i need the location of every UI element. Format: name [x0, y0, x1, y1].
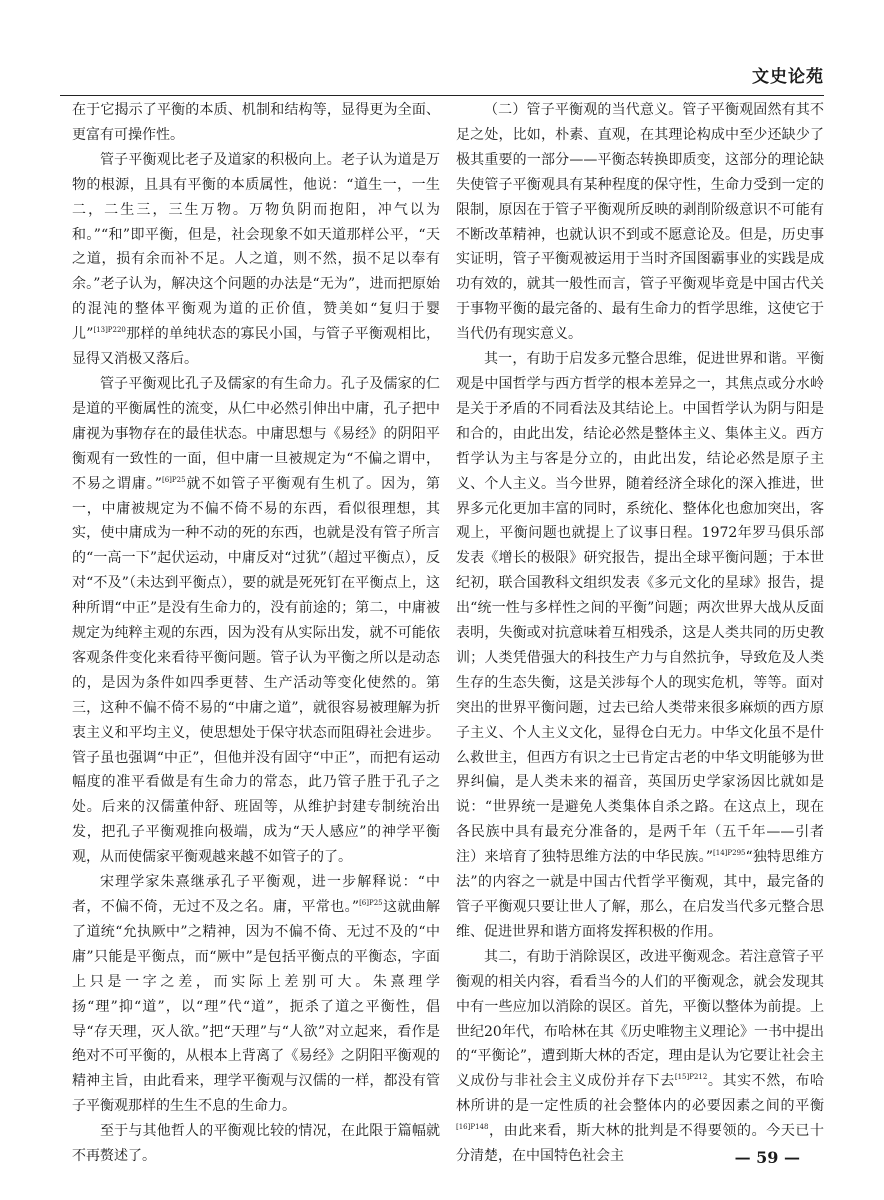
paragraph-text: 宋理学家朱熹继承孔子平衡观，进一步解释说：“中者，不偏不倚，无过不及之名。庸，平常也。” [72, 874, 440, 915]
body-paragraph [456, 945, 824, 1169]
citation-superscript: [14]P295 [713, 849, 746, 858]
paragraph-text: 其二，有助于消除误区，改进平衡观念。若注意管子平衡观的相关内容，看看当今的人们的平衡观念，就会发现其中有一些应加以消除的误区。首先，平衡以整体为前提。上世纪20年代，布哈林在其《历史唯物主义理论》一书中提出的“平衡论”，遭到斯大林的否定，理由是认为它要让社会主义成份与非社会主义成份并存下去 [456, 948, 824, 1090]
header-rule [60, 95, 824, 96]
paragraph-text: 。其实不然，布哈林所讲的是一定性质的社会整体内的必要因素之间的平衡 [456, 1073, 825, 1115]
paragraph-text: 这就曲解了道统“允执厥中”之精神，因为不偏不倚、无过不及的“中庸”只能是平衡点，而“厥中”是包括平衡点的平衡态，字面上只是一字之差，而实际上差别可大。朱熹理学扬“理”抑“道”，以“理”代“道”，扼杀了道之平衡性，倡导“存天理，灭人欲。”把“天理”与“人欲”对立起来，看作是绝对不可平衡的，从根本上背离了《易经》之阴阳平衡观的精神主旨，由此看来，理学平衡观与汉儒的一样，都没有管子平衡观那样的生生不息的生命力。 [72, 899, 441, 1115]
paragraph-text: 在于它揭示了平衡的本质、机制和结构等，显得更为全面、更富有可操作性。 [72, 102, 440, 143]
body-paragraph [456, 98, 824, 347]
body-paragraph [72, 98, 440, 148]
body-paragraph [72, 1119, 440, 1169]
paragraph-text: 管子平衡观比孔子及儒家的有生命力。孔子及儒家的仁是道的平衡属性的流变，从仁中必然引伸出中庸，孔子把中庸视为事物存在的最佳状态。中庸思想与《易经》的阴阳平衡观有一致性的一面，但中庸一旦被规定为“不偏之谓中，不易之谓庸。” [72, 375, 440, 492]
citation-superscript: [16]P148 [456, 1123, 489, 1132]
section-title: 文史论苑 [752, 67, 824, 87]
paragraph-text: 就不如管子平衡观有生机了。因为，第一，中庸被规定为不偏不倚不易的东西，看似很理想，其实，使中庸成为一种不动的死的东西，也就是没有管子所言的“一高一下”起伏运动，中庸反对“过犹”（超过平衡点），反对“不及”（未达到平衡点），要的就是死死钉在平衡点上，这种所谓“中正”是没有生命力的，没有前途的；第二，中庸被规定为纯粹主观的东西，因为没有从实际出发，就不可能依客观条件变化来看待平衡问题。管子认为平衡之所以是动态的，是因为条件如四季更替、生产活动等变化使然的。第三，这种不偏不倚不易的“中庸之道”，就很容易被理解为折衷主义和平均主义，使思想处于保守状态而阻碍社会进步。管子虽也强调“中正”，但他并没有固守“中正”，而把有运动幅度的准平看做是有生命力的常态，此乃管子胜于孔子之处。后来的汉儒董仲舒、班固等，从维护封建专制统治出发，把孔子平衡观推向极端，成为“天人感应”的神学平衡观，从而使儒家平衡观越来越不如管子的了。 [72, 475, 440, 866]
body-paragraph [72, 372, 440, 870]
body-paragraph [456, 347, 824, 945]
paragraph-text: 至于与其他哲人的平衡观比较的情况，在此限于篇幅就不再赘述了。 [72, 1123, 440, 1165]
page-header [60, 60, 824, 96]
paragraph-text: 其一，有助于启发多元整合思维，促进世界和谐。平衡观是中国哲学与西方哲学的根本差异之一，其焦点或分水岭是关于矛盾的不同看法及其结论上。中国哲学认为阴与阳是和合的，由此出发，结论必然是整体主义、集体主义。西方哲学认为主与客是分立的，由此出发，结论必然是原子主义、个人主义。当今世界，随着经济全球化的深入推进，世界多元化更加丰富的同时，系统化、整体化也愈加突出，客观上，平衡问题也就提上了议事日程。1972年罗马俱乐部发表《增长的极限》研究报告，提出全球平衡问题；于本世纪初，联合国教科文组织发表《多元文化的星球》报告，提出“统一性与多样性之间的平衡”问题；两次世界大战从反面表明，失衡或对抗意味着互相残杀，这是人类共同的历史教训；人类凭借强大的科技生产力与自然抗争，导致危及人类生存的生态失衡，这是关涉每个人的现实危机，等等。面对突出的世界平衡问题，过去已给人类带来很多麻烦的西方原子主义、个人主义文化，显得仓白无力。中华文化虽不是什么救世主，但西方有识之士已肯定古老的中华文明能够为世界纠偏，是人类未来的福音，英国历史学家汤因比就如是说：“世界统一是避免人类集体自杀之路。在这点上，现在各民族中具有最充分准备的，是两千年（五千年——引者注）来培育了独特思维方法的中华民族。” [456, 351, 824, 866]
paragraph-text: 那样的单纯状态的寡民小国，与管子平衡观相比，显得又消极又落后。 [72, 326, 440, 368]
paragraph-text: “独特思维方法”的内容之一就是中国古代哲学平衡观，其中，最完备的管子平衡观只要让世人了解，那么，在启发当代多元整合思维、促进世界和谐方面将发挥积极的作用。 [456, 849, 824, 940]
citation-superscript: [6]P25 [161, 475, 186, 484]
page-number: — 59 — [734, 1148, 800, 1167]
paragraph-text: （二）管子平衡观的当代意义。管子平衡观固然有其不足之处，比如，朴素、直观，在其理论构成中至少还缺少了极其重要的一部分——平衡态转换即质变，这部分的理论缺失使管子平衡观具有某种程度的保守性，生命力受到一定的限制，原因在于管子平衡观所反映的剥削阶级意识不可能有不断改革精神，也就认识不到或不愿意论及。但是，历史事实证明，管子平衡观被运用于当时齐国图霸事业的实践是成功有效的，就其一般性而言，管子平衡观毕竟是中国古代关于事物平衡的最完备的、最有生命力的哲学思维，这使它于当代仍有现实意义。 [456, 102, 824, 343]
paragraph-text: 管子平衡观比老子及道家的积极向上。老子认为道是万物的根源，且具有平衡的本质属性，他说：“道生一，一生二，二生三，三生万物。万物负阴而抱阳，冲气以为和。”“和”即平衡，但是，社会现象不如天道那样公平，“天之道，损有余而补不足。人之道，则不然，损不足以奉有余。”老子认为，解决这个问题的办法是“无为”，进而把原始的混沌的整体平衡观为道的正价值，赞美如“复归于婴儿” [72, 151, 440, 343]
left-column [72, 98, 440, 1169]
citation-superscript: [13]P220 [93, 326, 126, 335]
body-paragraph [72, 870, 440, 1119]
citation-superscript: [6]P25 [359, 899, 383, 907]
right-column [456, 98, 824, 1169]
body-paragraph [72, 148, 440, 372]
citation-superscript: [15]P212 [674, 1073, 708, 1082]
paragraph-text: ，由此来看，斯大林的批判是不得要领的。今天已十分清楚，在中国特色社会主 [456, 1123, 824, 1165]
